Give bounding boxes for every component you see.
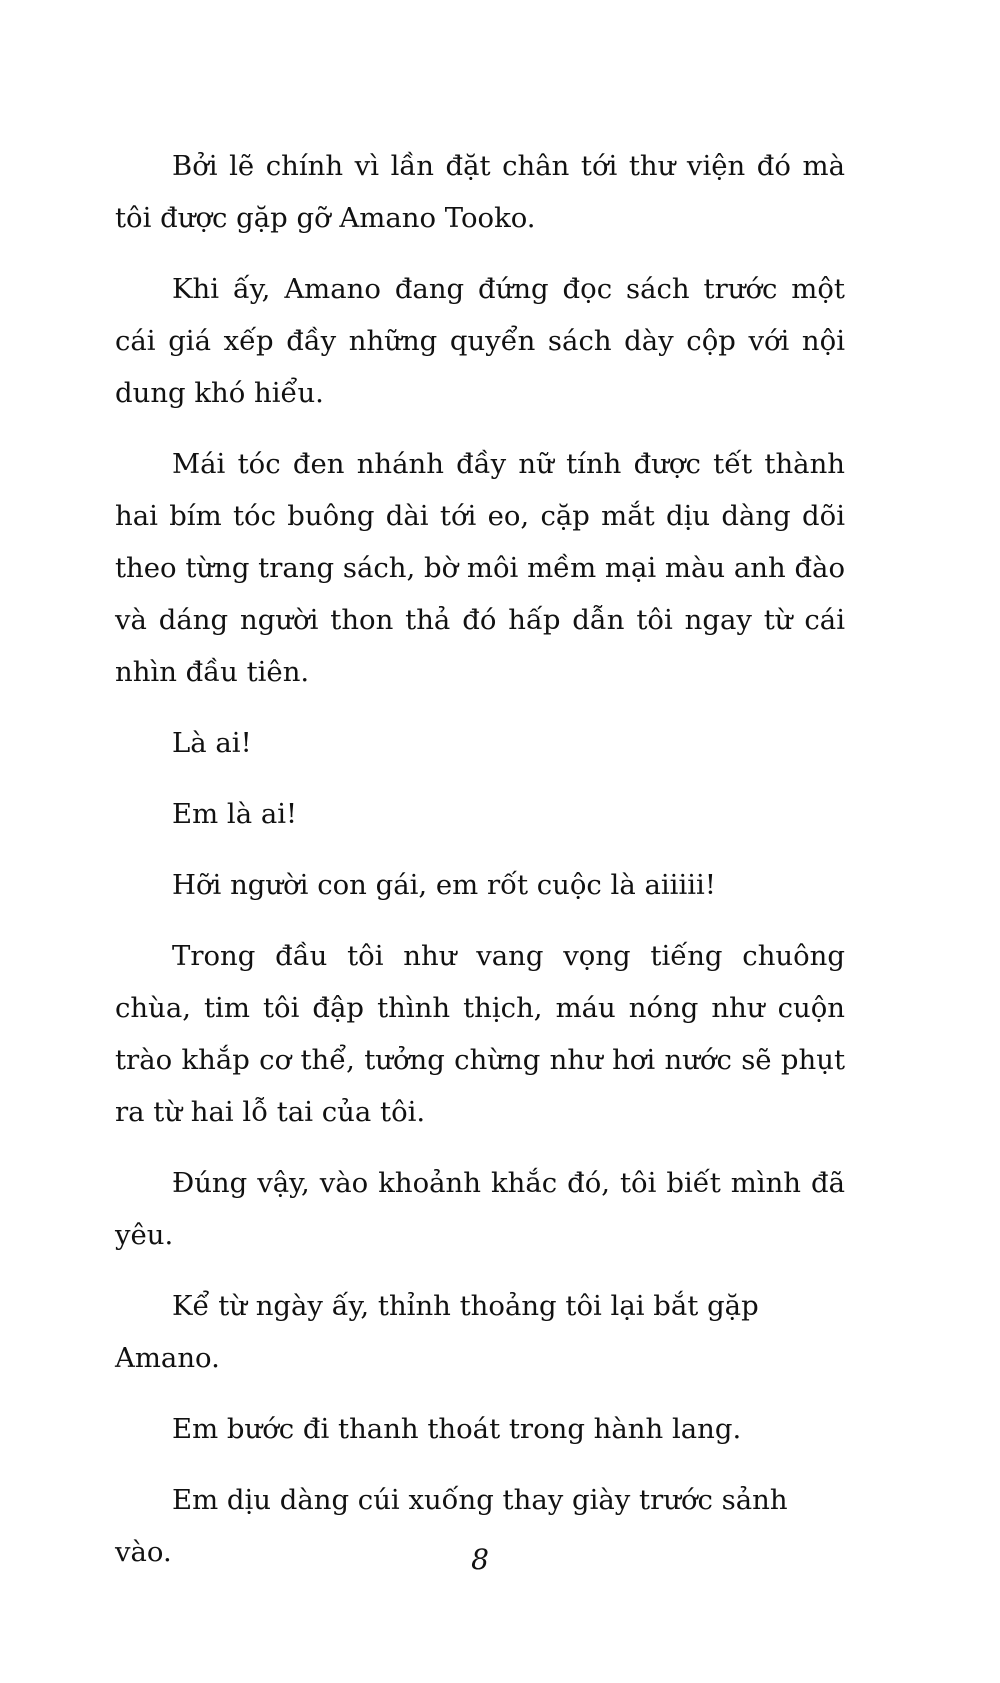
paragraph-4: Là ai! xyxy=(172,727,252,759)
paragraph-3: Mái tóc đen nhánh đầy nữ tính được tết thành hai bím tóc buông dài tới eo, cặp mắt dịu dàng dõi theo từng trang sách, bờ môi mềm mại màu anh đào và dáng người thon thả đó hấp dẫn tôi ngay từ cái nhìn đầu tiên. xyxy=(115,448,845,688)
page-number: 8 xyxy=(471,1543,489,1576)
paragraph-10: Em bước đi thanh thoát trong hành lang. xyxy=(172,1413,742,1445)
paragraph-11: Em dịu dàng cúi xuống thay giày trước sảnh vào. xyxy=(115,1484,788,1568)
paragraph-5: Em là ai! xyxy=(172,798,298,830)
paragraph-8: Đúng vậy, vào khoảnh khắc đó, tôi biết mình đã yêu. xyxy=(115,1167,845,1251)
paragraph-1: Bởi lẽ chính vì lần đặt chân tới thư viện đó mà tôi được gặp gỡ Amano Tooko. xyxy=(115,150,845,234)
page-body-text xyxy=(115,140,845,1597)
paragraph-7: Trong đầu tôi như vang vọng tiếng chuông chùa, tim tôi đập thình thịch, máu nóng như cuộn trào khắp cơ thể, tưởng chừng như hơi nước sẽ phụt ra từ hai lỗ tai của tôi. xyxy=(115,940,845,1128)
paragraph-9: Kể từ ngày ấy, thỉnh thoảng tôi lại bắt gặp Amano. xyxy=(115,1290,759,1374)
paragraph-6: Hỡi người con gái, em rốt cuộc là aiiiii! xyxy=(172,869,716,901)
paragraph-2: Khi ấy, Amano đang đứng đọc sách trước một cái giá xếp đầy những quyển sách dày cộp với nội dung khó hiểu. xyxy=(115,273,845,409)
